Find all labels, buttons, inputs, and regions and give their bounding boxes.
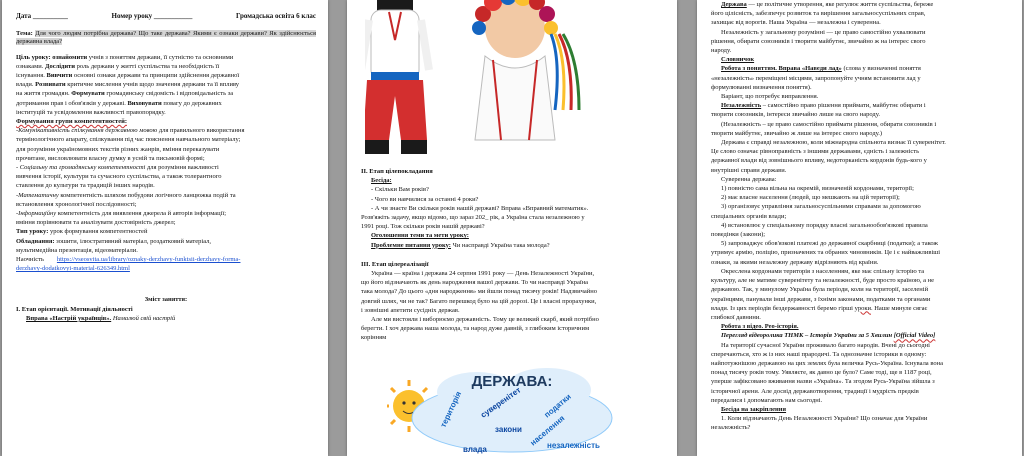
dialogue-title: Бесіда: (371, 177, 392, 185)
page-1 (2, 0, 328, 456)
territory-line-1: Окреслена кордонами територія з населенням, яке має спільну історію та (721, 267, 925, 275)
sovereignty-line-2: Це слово означає рівноправність з іншими державами, єдність і залежність (711, 148, 920, 156)
sovereignty-line-4: внутрішні справи держави. (711, 166, 787, 174)
video-text-line-4: понад тисячу років тому. Уявляєте, як давно це було? Саме тоді, ще в 1187 році, (711, 369, 932, 377)
lesson-title: Зміст заняття: (144, 296, 188, 304)
independence-line-3: народу. (711, 47, 732, 55)
territory-line-6: глибокої давнини. (711, 313, 761, 321)
video-title[interactable]: Перегляд відеоролика ТНМК – Історія України за 5 Хвилин [Official Video] (721, 332, 936, 340)
video-text-line-3: найпотужнішою державою на цих землях була величка Русь-Україна. Існувала вона (711, 359, 943, 367)
competency-4: -Інформаційну компетентність для виявлення джерела й авторів інформації; (16, 210, 227, 218)
correction-line-2: творити майбутнє, звичайно ж лише на інтерес свого народу.) (711, 129, 883, 137)
boy-figure-icon (365, 0, 429, 154)
stage-1-heading: I. Етап орієнтації. Мотивації діяльності (16, 305, 133, 313)
exercise-line-3: формулюванні визначення поняття). (711, 83, 812, 91)
question-1: 1. Коли відзначають День Незалежності України? Що означає для України (721, 415, 928, 423)
cloud-word-power: влада (463, 445, 487, 454)
page-3 (697, 0, 1022, 456)
goal-line-5: на життя громадян. Формувати громадянську свідомість і відповідальність за (16, 90, 234, 98)
competency-1-line-4: прочитане, висловлювати власну думку в усній та письмовій формі; (16, 154, 205, 162)
definition-state: Держава — це політичне утворення, яке регулює життя суспільства, береже (721, 1, 934, 8)
goal-line-6: дотримання прав і обов'язків у державі. Виховувати повагу до державних (16, 99, 222, 107)
video-text-line-5: уперше зафіксовано вживання назви «Україна». Та згодом Русь-Україна зійшла з (711, 378, 935, 386)
dialogue-line-3: - А чи знаєте Ви скільки років нашій державі? Вправа «Вправний математик». (371, 204, 589, 212)
cloud-word-laws: закони (495, 425, 522, 434)
independence-line-1: Незалежність у загальному розумінні — це право самостійно ухвалювати (721, 28, 926, 36)
sovereign-item-5: 5) запроваджує обов'язкові платежі до державної скарбниці (податки); а також (721, 240, 938, 248)
competency-1-line-3: для розуміння україномовних текстів різних жанрів, вміння переказувати (16, 145, 220, 153)
cloud-word-independence: незалежність (547, 441, 600, 450)
date-field: Дата __________ (16, 12, 68, 20)
dialogue-line-1: - Скільки Вам років? (371, 186, 429, 194)
header-row (16, 12, 316, 20)
goal-line-1: Ціль уроку: ознайомити учнів з поняттям держави, її сутністю та основними (16, 53, 234, 61)
competencies-title: Формування групи компетентностей: (16, 118, 127, 126)
variant-label: Варіант, що потребує виправлення. (721, 93, 819, 101)
equipment-line-2: мультимедійна презентація, відеоматеріали. (16, 246, 138, 254)
topic: Тема: Для чого людям потрібна держава? Що таке держава? Якими є ознаки держави? Як здійснюється державна влада? (16, 30, 316, 46)
goal-line-7: інституцій та усвідомлення важливості правопорядку. (16, 108, 166, 116)
territory-line-5: влади. Із цих періодів бездержавності беремо гірші уроки. Наше минуле сягає (711, 304, 928, 312)
competency-3: -Математичну компетентність шляхом побудови логічного ланцюжка подій та (16, 191, 236, 199)
definition-state-line-3: захищає від ворогів. Наша Україна — незалежна і суверенна. (711, 19, 881, 27)
independence-scrambled: Незалежність – самостійно право рішення приймати, майбутнє обирати і (721, 102, 926, 110)
cloud-title: ДЕРЖАВА: (471, 373, 553, 390)
question-1-line-2: незалежність? (711, 424, 751, 432)
goal-line-3: існування. Вивчити основні ознаки держави та принципи здійснення державної (16, 72, 240, 80)
girl-wreath-icon (472, 0, 579, 140)
territory-line-3: державою. Так, у минулому Україна була періоди, коли на території, заселеній (711, 286, 929, 294)
video-text-line-6: історичної арени. Але досвід державотворення, традиції і мудрість предків (711, 387, 919, 395)
paragraph-1-line-1: Україна — країна і держава 24 серпня 1991 року — День Незалежності України, (371, 270, 595, 278)
sovereignty-line-3: державної влади від зовнішнього впливу, недоторканість кордонів будь-кого у (711, 157, 927, 165)
lesson-number-field: Номер уроку ___________ (111, 12, 193, 20)
independence-line-2: рішення, обирати союзників і творити майбутнє, звичайно ж на інтерес свого (711, 37, 926, 45)
competency-2-line-2: вивчення історії, культури та сучасного суспільства, а також толерантного (16, 173, 222, 181)
cloud-word-taxes: податки (542, 392, 573, 420)
page-2 (347, 0, 677, 456)
equipment: Обладнання: зошити, ілюстративний матеріал, роздатковий матеріал, (16, 237, 212, 245)
state-word-cloud (387, 366, 627, 456)
territory-line-2: культуру, але не матиме суверенітету та незалежності, буде просто країною, а не (711, 277, 935, 285)
sovereign-state-label: Суверенна держава: (721, 175, 777, 183)
video-heading: Робота з відео. Рео-історія. (721, 323, 799, 331)
definition-state-line-2: його цілісність, забезпечує розвиток та вирішення загальносуспільних справ, (711, 10, 926, 18)
exercise-line-2: «незалежність» переміщені місцями, запропонуйте учням встановити лад у (711, 74, 921, 82)
sovereign-item-5-line-2: утримує армію, поліцію, призначених та обраних чиновників. Це і є найважливіші (711, 249, 941, 257)
cloud-word-population: населення (528, 413, 567, 448)
competency-2-line-3: ставлення до культури та традицій інших народів. (16, 182, 155, 190)
subject-field: Громадська освіта 6 клас (236, 12, 316, 20)
task-line-2: 1991 році. Тож скільки років нашій державі? (361, 223, 485, 231)
goal-line-4: влади. Розвивати критичне мислення учнів щодо значення держави та її впливу (16, 81, 240, 89)
paragraph-2-line-3: корінням (361, 334, 387, 342)
visual-aids-link[interactable]: https://vseosvita.ua/library/oznaky-derzhavy-funktsii-derzhavy-forma- (56, 256, 241, 264)
correction-line-1: (Незалежність – це право самостійно приймати рішення, обирати союзників і (721, 120, 937, 128)
ukrainian-costume-illustration (365, 0, 625, 160)
competency-3-line-2: встановлення хронологічної послідовності; (16, 200, 137, 208)
competency-1-line-2: термінологічного апарату, спілкування під час пояснення навчального матеріалу; (16, 136, 241, 144)
sovereign-item-3: 3) організовує управління загальносуспільними справами за допомогою (721, 203, 921, 211)
goal-line-2: ознаками. Дослідити роль держави у житті суспільства та необхідність її (16, 62, 220, 70)
sovereign-item-5-line-3: ознаки, за якими незалежну державу відрізняють від країни. (711, 258, 879, 266)
paragraph-1-line-4: довгий шлях, чи не так? Багато перешкод було на цій дорозі. Це і власні прорахунки, (361, 297, 597, 305)
cloud-word-territory: територія (438, 390, 464, 429)
sovereignty-line-1: Держава є справді незалежною, коли міжнародна спільнота визнає її суверенітет. (721, 139, 946, 147)
dialogue-line-2: - Чого ви навчилися за останні 4 роки? (371, 195, 479, 203)
competency-4-line-2: вміння порівнювати та аналізувати достовірність джерел; (16, 219, 176, 227)
paragraph-1-line-5: і зовнішні апетити сусідніх держав. (361, 306, 460, 314)
paragraph-2-line-1: Але ми вистояли і виборюємо державність. Тому це великий скарб, який потрібно (371, 316, 599, 324)
exercise-1: Вправа «Настрій українців». Намалюй свій настрій (26, 314, 176, 322)
sovereign-item-4: 4) встановлює у спеціальному порядку власні загальнообов'язкові правила (721, 221, 928, 229)
sovereign-item-4-line-2: поведінки (закони); (711, 231, 766, 239)
cloud-word-sovereignty: суверенітет (478, 385, 523, 420)
sovereign-item-1: 1) повністю сама вільна на окремій, визначеній кордонами, території; (721, 185, 914, 193)
independence-scrambled-line-2: творити союзників, інтереси звичайно лише на свого народу. (711, 111, 880, 119)
lesson-type: Тип уроку: урок формування компетентностей (16, 228, 148, 236)
paragraph-1-line-3: така молода? До цього «дня народження» ми йшли понад тисячу років! Надзвичайно (361, 288, 597, 296)
competency-2: - Соціальну та громадянську компетентності для розуміння важливості (16, 164, 219, 172)
territory-line-4: українцями, панували інші держави, з їхніми законами, податками та органами (711, 295, 931, 303)
announce-heading: Оголошення теми та мети уроку: (371, 232, 469, 240)
task-line-1: Розв'яжіть задачу, якщо відомо, що зараз 202_ рік, а Україна стала незалежною у (361, 214, 585, 222)
video-text-line-2: сперечаються, хто ж із них наші прародичі. Та однозначне історики в одному: (711, 350, 927, 358)
video-text-line-7: передалися і допомагають нам сьогодні. (711, 396, 823, 404)
stage-3-heading: III. Етап цілереалізації (361, 260, 429, 268)
vocabulary-heading: Словничок (721, 56, 755, 64)
sovereign-item-3-line-2: спеціальних органів влади; (711, 212, 787, 220)
exercise-heading: Робота з поняттям. Вправа «Наведи лад» (слова у визначенні поняття (721, 65, 921, 73)
paragraph-1-line-2: що його відзначають як день народження вашої держави. То чи насправді Україна (361, 279, 589, 287)
problem-question: Проблемне питання уроку: Чи насправді Україна така молода? (371, 241, 550, 249)
visual-aids: Наочність https://vseosvita.ua/library/oznaky-derzhavy-funktsii-derzhavy-forma- (16, 256, 241, 264)
sovereign-item-2: 2) має власне населення (людей, що мешкають на цій території); (721, 194, 900, 202)
video-text-line-1: На території сучасної України проживало багато народів. Вчені до сьогодні (721, 341, 930, 349)
stage-2-heading: II. Етап цілепокладання (361, 168, 433, 175)
visual-aids-link-2[interactable]: derzhavy-dodatkovyi-material-626349.html (16, 265, 130, 273)
paragraph-2-line-2: берегти. І хоч держава наша молода, та народ дуже давній, з глибоким історичним (361, 325, 590, 333)
reinforcement-heading: Бесіда на закріплення (721, 405, 787, 413)
competency-1: -Комунікативність спілкування державною мовою для правильного використання (16, 127, 245, 135)
